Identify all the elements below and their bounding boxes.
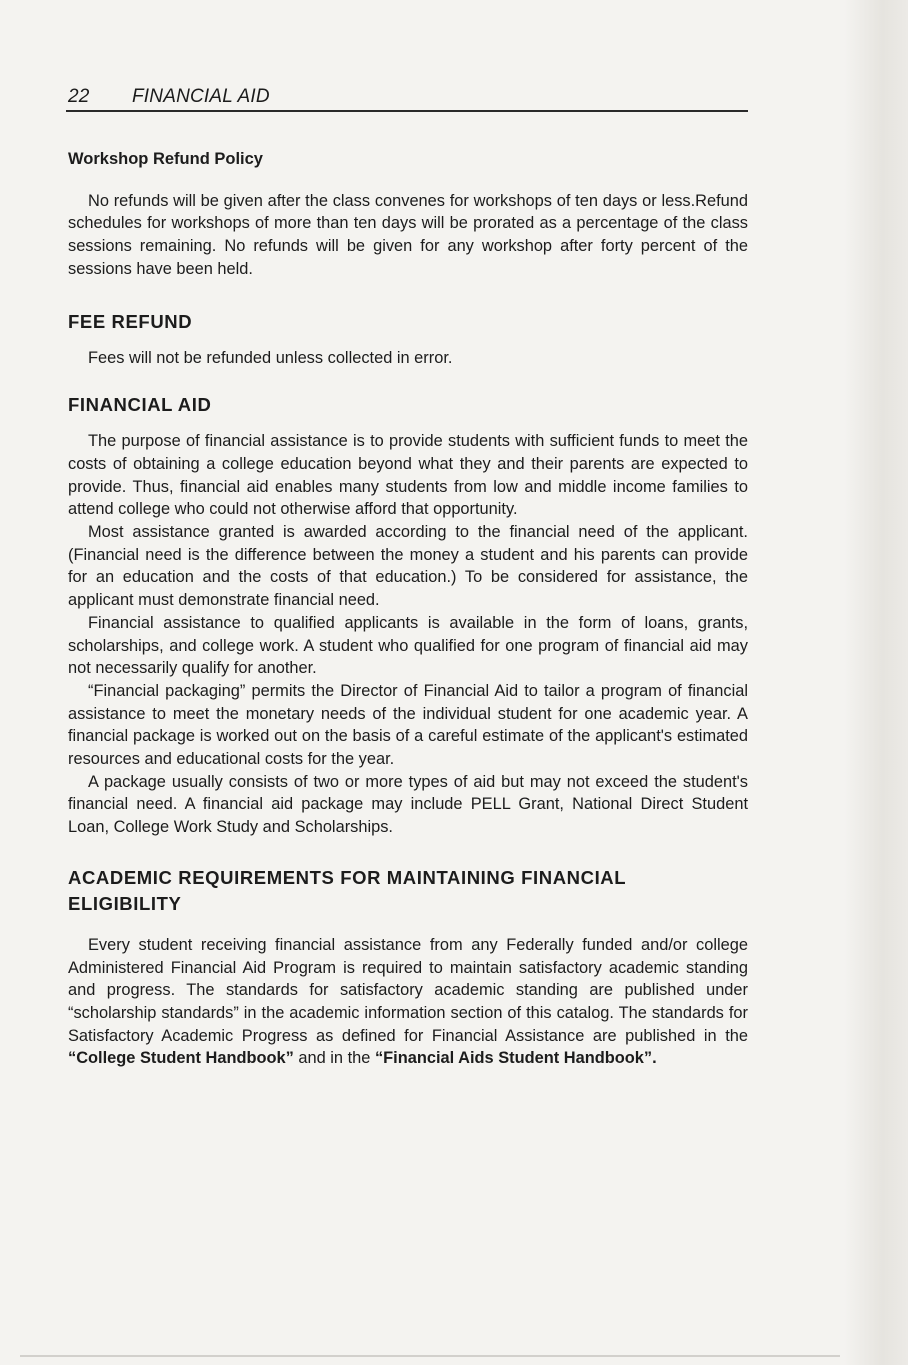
running-title: FINANCIAL AID (132, 86, 270, 107)
section-workshop-refund (68, 148, 748, 281)
header-rule (66, 110, 748, 112)
handbook-title: “Financial Aids Student Handbook”. (374, 1049, 657, 1068)
page-bottom-edge (20, 1355, 840, 1357)
section-financial-aid (68, 392, 748, 839)
page-body (68, 148, 748, 1070)
page-edge-shadow (844, 0, 908, 1365)
running-header (68, 86, 750, 108)
paragraph (68, 934, 748, 1070)
paragraph: A package usually consists of two or more types of aid but may not exceed the student's financial need. A financial aid package may include PELL Grant, National Direct Student Loan, College Work Study and Scholarships. (68, 772, 748, 837)
paragraph: The purpose of financial assistance is to provide students with sufficient funds to meet the costs of obtaining a college education beyond what they and their parents are expected to provide. Thus, financial aid enables many students from low and middle income families to attend college who could not otherwise afford that opportunity. (68, 432, 748, 519)
section-title: FINANCIAL AID (68, 394, 212, 416)
paragraph-text: Every student receiving financial assistance from any Federally funded and/or college Administered Financial Aid Program is required to maintain satisfactory academic standing and progress. The standards for satisfactory academic standing are published under “scholarship standards” in the academic information section of this catalog. The standards for Satisfactory Academic Progress as defined for Financial Assistance are published in the (68, 935, 748, 1045)
page-number: 22 (68, 86, 90, 107)
paragraph: Financial assistance to qualified applicants is available in the form of loans, grants, scholarships, and college work. A student who qualified for one program of financial aid may not necessarily qualify for another. (68, 613, 748, 678)
section-academic-requirements (68, 865, 748, 1070)
paragraph: Fees will not be refunded unless collected in error. (88, 348, 453, 367)
section-title: ACADEMIC REQUIREMENTS FOR MAINTAINING FINANCIAL ELIGIBILITY (68, 866, 626, 914)
section-title: FEE REFUND (68, 310, 193, 332)
section-fee-refund (68, 309, 748, 370)
paragraph: “Financial packaging” permits the Director of Financial Aid to tailor a program of financial assistance to meet the monetary needs of the individual student for one academic year. A financial package is worked out on the basis of a careful estimate of the applicant's estimated resources and educational costs for the year. (68, 681, 748, 769)
section-title: Workshop Refund Policy (68, 150, 263, 168)
handbook-title: “College Student Handbook” (68, 1049, 294, 1068)
paragraph: Most assistance granted is awarded according to the financial need of the applicant. (Financial need is the difference between the money a student and his parents can provide for an education and the costs of that education.) To be considered for assistance, the applicant must demonstrate financial need. (68, 523, 748, 610)
paragraph: No refunds will be given after the class convenes for workshops of ten days or less.Refund schedules for workshops of more than ten days will be prorated as a percentage of the class sessions remaining. No refunds will be given for any workshop after forty percent of the sessions have been held. (68, 191, 748, 278)
connector-text: and in the (298, 1049, 371, 1068)
